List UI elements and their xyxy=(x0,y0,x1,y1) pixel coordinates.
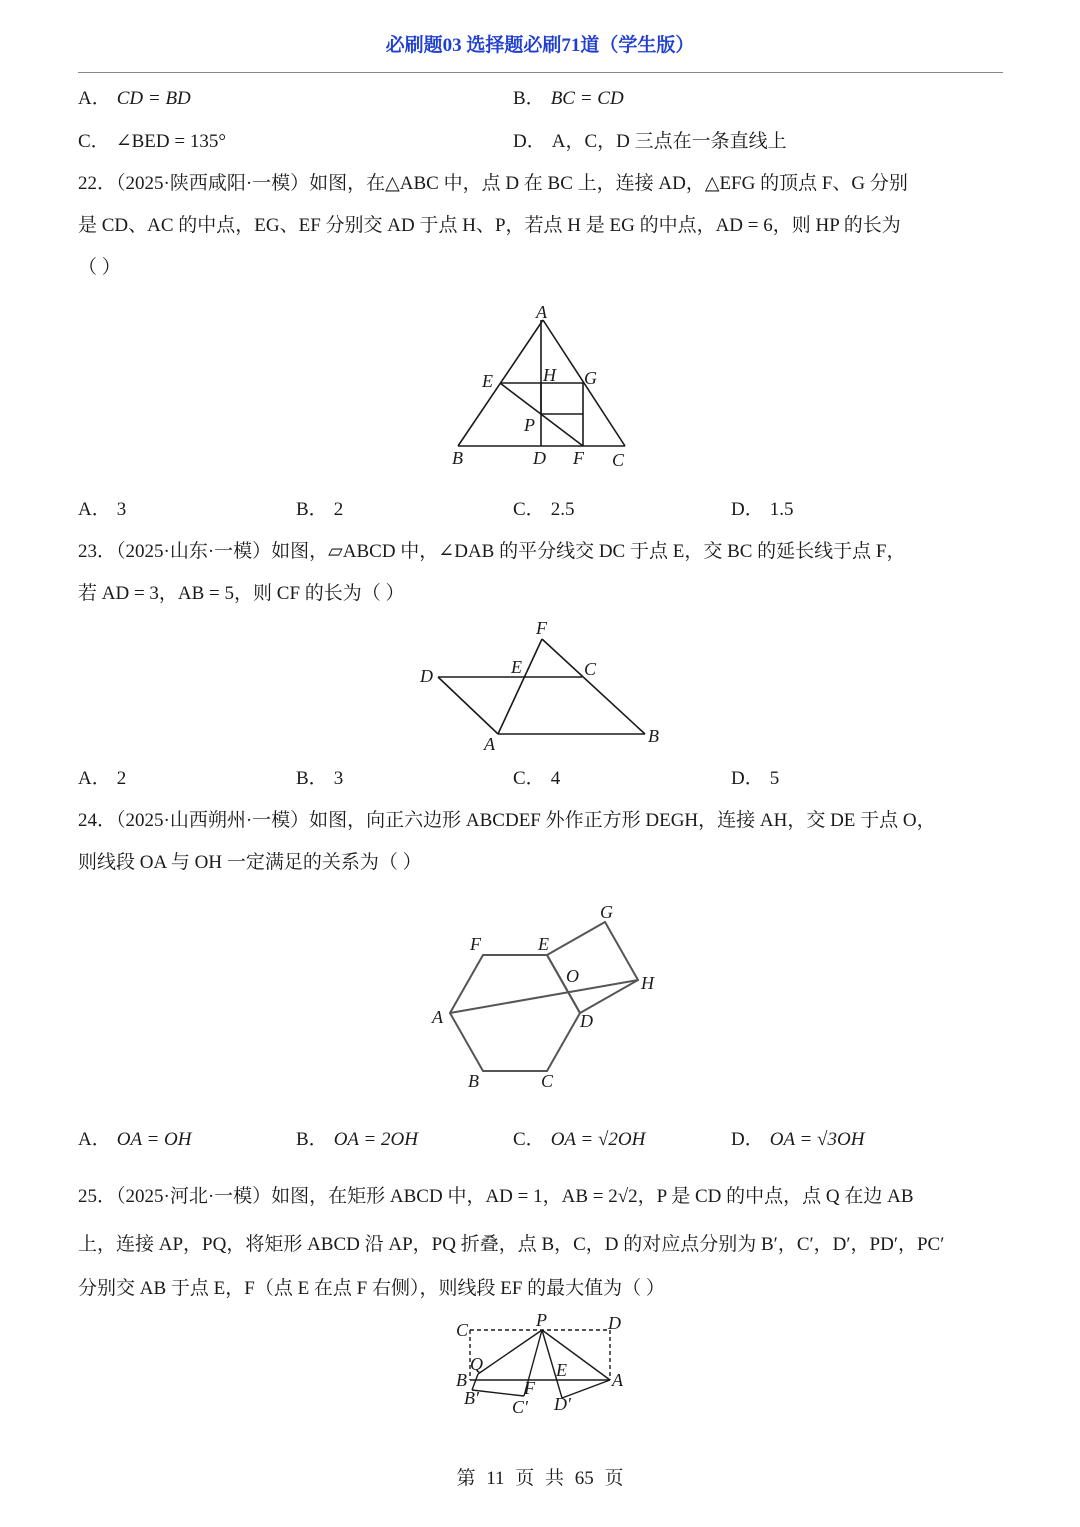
q25-label-c-prime: C′ xyxy=(512,1397,528,1417)
q25-stem-line-1: 25．（2025·河北·一模）如图，在矩形 ABCD 中，AD = 1，AB = 2√2，P 是 CD 的中点，点 Q 在边 AB xyxy=(78,1186,914,1207)
q22-label-g: G xyxy=(584,368,597,388)
q24-label-g: G xyxy=(600,902,613,922)
q25-stem-line-2: 上，连接 AP，PQ，将矩形 ABCD 沿 AP，PQ 折叠，点 B，C，D 的对应点分别为 B′，C′，D′，PD′，PC′ xyxy=(78,1234,945,1255)
option-letter: D． xyxy=(731,1129,764,1150)
option-letter: B． xyxy=(513,88,545,109)
q23-option-b xyxy=(296,769,343,788)
q23-stem-line-1: 23．（2025·山东·一模）如图，▱ABCD 中，∠DAB 的平分线交 DC 于点 E，交 BC 的延长线于点 F， xyxy=(78,541,906,562)
q22-option-b xyxy=(296,500,343,519)
option-text: 2 xyxy=(333,499,344,520)
option-letter: C． xyxy=(513,768,545,789)
q24-option-a xyxy=(78,1130,191,1149)
option-text: 2 xyxy=(116,768,127,789)
q22-label-d: D xyxy=(533,448,546,468)
q23-option-d xyxy=(731,769,779,788)
q25-label-b: B xyxy=(456,1370,467,1390)
q22-stem-line-2: 是 CD、AC 的中点，EG、EF 分别交 AD 于点 H、P，若点 H 是 EG 的中点，AD = 6，则 HP 的长为 xyxy=(78,215,901,236)
option-letter: A． xyxy=(78,88,111,109)
option-text: 1.5 xyxy=(769,499,794,520)
q22-label-h: H xyxy=(543,365,556,385)
q21-option-c xyxy=(78,132,226,151)
q24-option-d xyxy=(731,1130,864,1149)
page-footer: 第 11 页 共 65 页 xyxy=(456,1468,624,1489)
q24-label-h: H xyxy=(641,973,654,993)
q24-label-f: F xyxy=(470,934,481,954)
q22-stem-line-3: （ ） xyxy=(78,257,121,278)
q25-label-b-prime: B′ xyxy=(464,1388,479,1408)
q23-label-c: C xyxy=(584,659,597,679)
option-letter: A． xyxy=(78,499,111,520)
q23-stem-line-2: 若 AD = 3，AB = 5，则 CF 的长为（ ） xyxy=(78,583,405,604)
q24-option-b xyxy=(296,1130,418,1149)
q25-label-d-prime: D′ xyxy=(554,1394,571,1414)
option-text: 4 xyxy=(550,768,561,789)
q22-label-b: B xyxy=(452,448,463,468)
option-letter: B． xyxy=(296,499,328,520)
q21-option-d xyxy=(513,132,787,151)
q24-label-o: O xyxy=(566,966,579,986)
q24-hexagon xyxy=(450,955,580,1071)
q25-label-e: E xyxy=(556,1360,567,1380)
option-letter: A． xyxy=(78,1129,111,1150)
q25-figure xyxy=(450,1310,630,1420)
q21-option-a xyxy=(78,89,191,108)
q23-label-e: E xyxy=(511,657,522,677)
option-letter: C． xyxy=(513,1129,545,1150)
q23-label-d: D xyxy=(420,666,433,686)
option-text: CD = BD xyxy=(116,88,191,109)
page-header-title: 必刷题03 选择题必刷71道（学生版） xyxy=(385,35,695,56)
q22-option-d xyxy=(731,500,793,519)
q24-square xyxy=(547,922,638,1013)
q25-label-q: Q xyxy=(470,1354,483,1374)
option-letter: D． xyxy=(513,131,546,152)
option-letter: B． xyxy=(296,768,328,789)
q25-segment-b2c2 xyxy=(472,1390,524,1396)
q24-stem-line-2: 则线段 OA 与 OH 一定满足的关系为（ ） xyxy=(78,852,422,873)
option-text: ∠BED = 135° xyxy=(115,131,226,152)
option-letter: D． xyxy=(731,499,764,520)
option-text: 3 xyxy=(116,499,127,520)
q23-option-a xyxy=(78,769,126,788)
q25-label-a: A xyxy=(612,1370,623,1390)
q24-stem-line-1: 24．（2025·山西朔州·一模）如图，向正六边形 ABCDEF 外作正方形 DEGH，连接 AH，交 DE 于点 O， xyxy=(78,810,936,831)
q23-segment-af xyxy=(498,639,542,734)
q22-option-c xyxy=(513,500,574,519)
q24-label-b: B xyxy=(468,1071,479,1091)
q21-option-b xyxy=(513,89,624,108)
q24-option-c xyxy=(513,1130,645,1149)
q24-label-c: C xyxy=(541,1071,554,1091)
option-text: OA = OH xyxy=(116,1129,192,1150)
q25-label-p: P xyxy=(536,1310,547,1330)
option-text: OA = √2OH xyxy=(550,1129,646,1150)
q22-label-f: F xyxy=(573,448,584,468)
q22-label-e: E xyxy=(482,371,493,391)
q23-segment-da xyxy=(438,677,498,734)
q24-label-e: E xyxy=(538,934,549,954)
q22-figure xyxy=(440,300,650,475)
q25-stem-line-3: 分别交 AB 于点 E，F（点 E 在点 F 右侧），则线段 EF 的最大值为（ ） xyxy=(78,1278,665,1299)
q25-label-d: D xyxy=(608,1313,621,1333)
option-text: A，C，D 三点在一条直线上 xyxy=(551,131,787,152)
q25-label-c: C xyxy=(456,1320,469,1340)
q22-option-a xyxy=(78,500,126,519)
option-letter: B． xyxy=(296,1129,328,1150)
option-text: OA = √3OH xyxy=(769,1129,865,1150)
header-divider xyxy=(78,72,1003,73)
q25-label-f: F xyxy=(524,1378,535,1398)
option-letter: D． xyxy=(731,768,764,789)
q23-option-c xyxy=(513,769,560,788)
q22-label-p: P xyxy=(524,415,535,435)
q22-label-a: A xyxy=(536,302,547,322)
option-text: 5 xyxy=(769,768,780,789)
q23-label-b: B xyxy=(648,726,659,746)
q23-label-a: A xyxy=(484,734,495,754)
q23-figure xyxy=(410,612,670,757)
option-letter: C． xyxy=(513,499,545,520)
option-letter: C． xyxy=(78,131,110,152)
option-letter: A． xyxy=(78,768,111,789)
option-text: OA = 2OH xyxy=(333,1129,418,1150)
q24-label-d: D xyxy=(580,1011,593,1031)
q23-label-f: F xyxy=(536,618,547,638)
option-text: BC = CD xyxy=(550,88,624,109)
q24-figure xyxy=(420,895,670,1095)
q23-segment-bf xyxy=(542,639,645,734)
option-text: 2.5 xyxy=(550,499,575,520)
q24-label-a: A xyxy=(432,1007,443,1027)
q22-label-c: C xyxy=(612,450,625,470)
q25-segment-pa xyxy=(542,1330,610,1380)
option-text: 3 xyxy=(333,768,344,789)
q22-stem-line-1: 22．（2025·陕西咸阳·一模）如图，在△ABC 中，点 D 在 BC 上，连接 AD，△EFG 的顶点 F、G 分别 xyxy=(78,173,908,194)
